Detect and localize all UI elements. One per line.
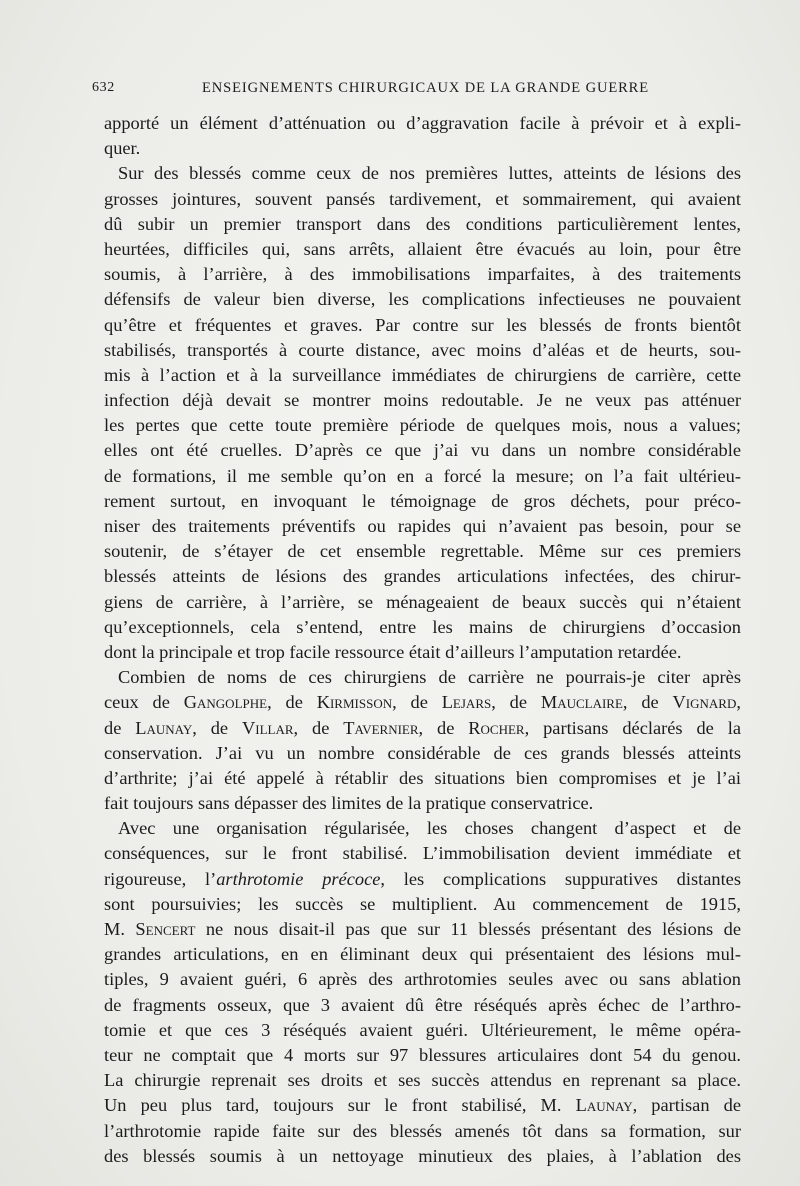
- text-line: [104, 388, 741, 413]
- page-header: [92, 76, 748, 102]
- emphasis: arthrotomie précoce: [216, 868, 381, 889]
- running-title: ENSEIGNEMENTS CHIRURGICAUX DE LA GRANDE GUERRE: [202, 80, 649, 96]
- text-line: [104, 489, 741, 514]
- text-segment: infection déjà devait se montrer moins redoutable. Je ne veux pas atténuer: [104, 390, 741, 411]
- text-segment: de fragments osseux, que 3 avaient dû être réséqués après échec de l’arthro-: [104, 994, 741, 1015]
- text-segment: des blessés soumis à un nettoyage minutieux des plaies, à l’ablation des: [104, 1145, 741, 1166]
- text-segment: , de: [418, 717, 469, 738]
- text-line: [104, 993, 741, 1018]
- surname: Villar: [241, 717, 294, 738]
- text-segment: giens de carrière, à l’arrière, se ménageaient de beaux succès qui n’étaient: [104, 591, 741, 612]
- text-line: [104, 665, 741, 690]
- text-segment: ne nous disait-il pas que sur 11 blessés présentant des lésions de: [195, 919, 741, 939]
- text-segment: tomie et que ces 3 réséqués avaient guéri. Ultérieurement, le même opéra-: [104, 1019, 741, 1040]
- text-segment: ceux de: [104, 692, 184, 713]
- text-segment: d’arthrite; j’ai été appelé à rétablir des situations bien compromises et je l’ai: [104, 767, 741, 788]
- text-line: [104, 1018, 741, 1043]
- text-segment: La chirurgie reprenait ses droits et ses succès attendus en reprenant sa place.: [104, 1070, 741, 1091]
- text-line: [104, 640, 741, 665]
- text-segment: stabilisés, transportés à courte distance, avec moins d’aléas et de heurts, sou-: [104, 339, 741, 360]
- surname: Rocher: [468, 717, 525, 738]
- text-segment: Un peu plus tard, toujours sur le front stabilisé, M.: [104, 1095, 576, 1116]
- page-number: 632: [92, 80, 115, 95]
- text-line: [104, 967, 741, 992]
- text-segment: quer.: [104, 138, 141, 159]
- text-segment: Sur des blessés comme ceux de nos premières luttes, atteints de lésions des: [118, 163, 741, 184]
- text-line: [104, 1119, 741, 1144]
- text-segment: de: [104, 717, 136, 738]
- text-line: [104, 741, 741, 766]
- text-line: [104, 590, 741, 615]
- text-line: [104, 766, 741, 791]
- text-segment: grandes articulations, en en éliminant deux qui présentaient des lésions mul-: [104, 944, 741, 965]
- text-segment: sont poursuivies; les succès se multiplient. Au commencement de 1915,: [104, 893, 741, 914]
- text-line: [104, 313, 741, 338]
- text-line: [104, 716, 741, 741]
- text-segment: rigoureuse, l’: [104, 868, 217, 889]
- text-line: [104, 892, 741, 917]
- text-segment: les pertes que cette toute première période de quelques mois, nous a values;: [104, 415, 741, 436]
- text-line: [104, 917, 741, 942]
- text-line: [104, 161, 741, 186]
- text-segment: mis à l’action et à la surveillance immédiates de chirurgiens de carrière, cette: [104, 364, 741, 385]
- surname: Launay: [135, 717, 193, 738]
- text-line: [104, 262, 741, 287]
- text-line: [104, 1068, 741, 1093]
- surname: Sencert: [135, 919, 196, 939]
- text-line: [104, 1043, 741, 1068]
- text-segment: l’arthrotomie rapide faite sur des blessés amenés tôt dans sa formation, sur: [104, 1120, 741, 1141]
- text-line: [104, 212, 741, 237]
- text-segment: soumis, à l’arrière, à des immobilisations imparfaites, à des traitements: [104, 264, 741, 285]
- text-segment: soutenir, de s’étayer de cet ensemble regrettable. Même sur ces premiers: [104, 541, 741, 562]
- text-line: [104, 413, 741, 438]
- text-segment: , de: [293, 717, 344, 738]
- text-segment: dû subir un premier transport dans des conditions particulièrement lentes,: [104, 213, 741, 234]
- text-line: [104, 539, 741, 564]
- text-segment: , les complications suppuratives distantes: [380, 868, 741, 889]
- text-segment: elles ont été cruelles. D’après ce que j’ai vu dans un nombre considérable: [104, 440, 741, 461]
- text-segment: , partisans déclarés de la: [524, 717, 741, 738]
- text-segment: Avec une organisation régularisée, les choses changent d’aspect et de: [118, 818, 741, 839]
- surname: Kirmisson: [316, 692, 393, 713]
- text-segment: M.: [104, 919, 136, 939]
- surname: Lejars: [441, 692, 492, 713]
- surname: Mauclaire: [540, 692, 623, 713]
- text-segment: qu’être et fréquentes et graves. Par contre sur les blessés de fronts bientôt: [104, 314, 741, 335]
- text-line: [104, 791, 741, 816]
- text-segment: grosses jointures, souvent pansés tardivement, et sommairement, qui avaient: [104, 188, 741, 209]
- text-segment: heurtées, difficiles qui, sans arrêts, allaient être évacués au loin, pour être: [104, 238, 741, 259]
- text-segment: teur ne comptait que 4 morts sur 97 blessures articulaires dont 54 du genou.: [104, 1044, 741, 1065]
- text-line: [104, 111, 741, 136]
- text-line: [104, 690, 741, 715]
- body-text: [104, 111, 741, 1169]
- text-segment: fait toujours sans dépasser des limites de la pratique conservatrice.: [104, 793, 594, 814]
- text-segment: blessés atteints de lésions des grandes articulations infectées, des chirur-: [104, 566, 741, 587]
- text-segment: défensifs de valeur bien diverse, les complications infectieuses ne pouvaient: [104, 289, 741, 310]
- text-line: [104, 841, 741, 866]
- text-line: [104, 564, 741, 589]
- text-segment: dont la principale et trop facile ressource était d’ailleurs l’amputation retardée.: [104, 641, 682, 662]
- text-segment: niser des traitements préventifs ou rapides qui n’avaient pas besoin, pour se: [104, 516, 741, 536]
- text-segment: , de: [491, 692, 541, 713]
- text-line: [104, 615, 741, 640]
- text-line: [104, 1093, 741, 1118]
- text-segment: tiples, 9 avaient guéri, 6 après des arthrotomies seules avec ou sans ablation: [104, 969, 741, 990]
- text-segment: , partisan de: [632, 1095, 741, 1116]
- text-segment: conséquences, sur le front stabilisé. L’immobilisation devient immédiate et: [104, 843, 741, 864]
- text-line: [104, 1144, 741, 1169]
- text-line: [104, 136, 741, 161]
- text-line: [104, 867, 741, 892]
- text-line: [104, 338, 741, 363]
- text-segment: de formations, il me semble qu’on en a forcé la mesure; on l’a fait ultérieu-: [104, 465, 741, 486]
- text-segment: , de: [192, 717, 242, 738]
- text-line: [104, 287, 741, 312]
- text-segment: Combien de noms de ces chirurgiens de carrière ne pourrais-je citer après: [118, 667, 741, 688]
- text-segment: , de: [622, 692, 673, 713]
- text-line: [104, 514, 741, 539]
- surname: Launay: [575, 1095, 633, 1116]
- text-segment: , de: [392, 692, 442, 713]
- text-segment: ,: [736, 692, 741, 713]
- text-line: [104, 942, 741, 967]
- text-segment: , de: [267, 692, 317, 713]
- text-line: [104, 187, 741, 212]
- text-line: [104, 464, 741, 489]
- surname: Tavernier: [343, 717, 419, 738]
- text-line: [104, 363, 741, 388]
- surname: Vignard: [672, 692, 737, 713]
- text-line: [104, 237, 741, 262]
- text-segment: conservation. J’ai vu un nombre considérable de ces grands blessés atteints: [104, 742, 741, 763]
- text-segment: apporté un élément d’atténuation ou d’aggravation facile à prévoir et à expli-: [104, 113, 741, 133]
- text-segment: qu’exceptionnels, cela s’entend, entre les mains de chirurgiens d’occasion: [104, 616, 741, 637]
- text-line: [104, 438, 741, 463]
- surname: Gangolphe: [183, 692, 268, 713]
- text-line: [104, 816, 741, 841]
- text-segment: rement surtout, en invoquant le témoignage de gros déchets, pour préco-: [104, 490, 741, 511]
